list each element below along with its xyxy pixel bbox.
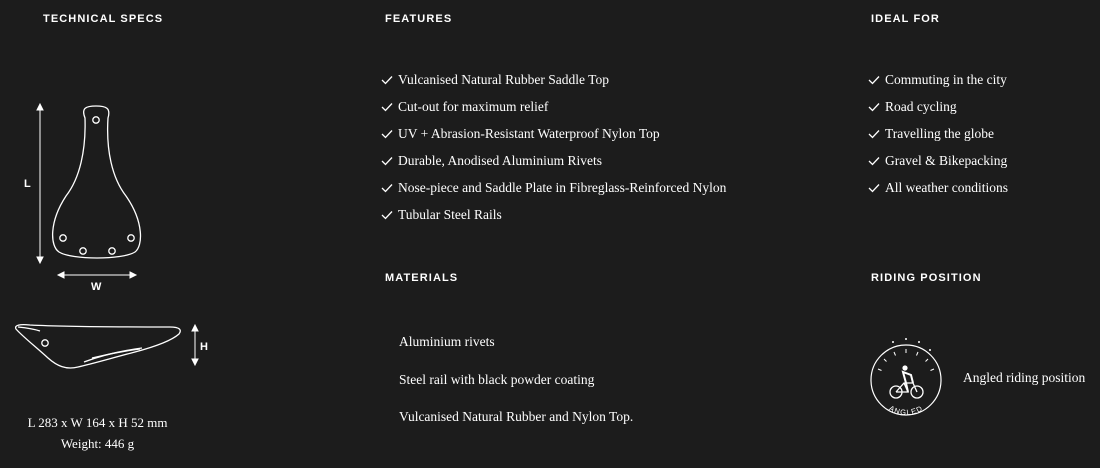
dimension-l-label: L xyxy=(24,178,31,190)
material-item: Steel rail with black powder coating xyxy=(399,372,595,387)
check-icon xyxy=(376,183,398,193)
feature-text: Durable, Anodised Aluminium Rivets xyxy=(398,153,602,168)
feature-text: Vulcanised Natural Rubber Saddle Top xyxy=(398,72,609,87)
ideal-for-item xyxy=(863,99,1008,126)
dimension-w-label: W xyxy=(91,281,102,293)
rear-rivet-mid-left xyxy=(80,248,86,254)
feature-text: UV + Abrasion-Resistant Waterproof Nylon Top xyxy=(398,126,660,141)
ideal-for-text: Travelling the globe xyxy=(885,126,994,141)
feature-item xyxy=(376,126,726,153)
ideal-for-item xyxy=(863,72,1008,99)
feature-item xyxy=(376,153,726,180)
ideal-for-heading: IDEAL FOR xyxy=(871,13,940,25)
check-icon xyxy=(863,75,885,85)
saddle-side-outline xyxy=(16,325,181,368)
feature-item xyxy=(376,207,726,234)
check-icon xyxy=(863,183,885,193)
rear-rivet-right xyxy=(128,235,134,241)
weight-text: Weight: 446 g xyxy=(60,436,135,451)
feature-item xyxy=(376,180,726,207)
check-icon xyxy=(376,75,398,85)
rear-rivet-left xyxy=(60,235,66,241)
check-icon xyxy=(376,102,398,112)
riding-position-heading: RIDING POSITION xyxy=(871,272,982,284)
check-icon xyxy=(376,210,398,220)
check-icon xyxy=(863,156,885,166)
features-list xyxy=(376,72,726,234)
feature-text: Tubular Steel Rails xyxy=(398,207,502,222)
ideal-for-item xyxy=(863,180,1008,207)
ideal-for-list xyxy=(863,72,1008,207)
dimensions-text: L 283 x W 164 x H 52 mm xyxy=(27,415,168,430)
riding-position-badge xyxy=(866,328,956,428)
material-item: Aluminium rivets xyxy=(399,334,495,349)
saddle-side-view-diagram xyxy=(0,318,200,378)
ideal-for-item xyxy=(863,153,1008,180)
check-icon xyxy=(376,129,398,139)
ideal-for-text: Commuting in the city xyxy=(885,72,1007,87)
riding-position-label: Angled riding position xyxy=(963,370,1086,385)
check-icon xyxy=(863,129,885,139)
features-heading: FEATURES xyxy=(385,13,453,25)
ideal-for-text: All weather conditions xyxy=(885,180,1008,195)
check-icon xyxy=(863,102,885,112)
feature-text: Cut-out for maximum relief xyxy=(398,99,549,114)
ideal-for-text: Road cycling xyxy=(885,99,957,114)
materials-heading: MATERIALS xyxy=(385,272,459,284)
feature-text: Nose-piece and Saddle Plate in Fibreglass-Reinforced Nylon xyxy=(398,180,727,195)
ideal-for-item xyxy=(863,126,1008,153)
ideal-for-text: Gravel & Bikepacking xyxy=(885,153,1008,168)
dimension-h-label: H xyxy=(200,341,208,353)
feature-item xyxy=(376,99,726,126)
svg-text:ANGLED xyxy=(888,404,925,417)
material-item: Vulcanised Natural Rubber and Nylon Top. xyxy=(399,409,634,424)
check-icon xyxy=(376,156,398,166)
rear-rivet-mid-right xyxy=(109,248,115,254)
saddle-outline xyxy=(53,106,141,258)
nose-rivet xyxy=(93,117,99,123)
technical-specs-heading: TECHNICAL SPECS xyxy=(43,13,164,25)
badge-text: ANGLED xyxy=(887,403,925,418)
saddle-top-view-diagram xyxy=(0,0,200,300)
feature-item xyxy=(376,72,726,99)
side-rivet xyxy=(42,340,48,346)
cyclist-icon xyxy=(890,365,923,398)
